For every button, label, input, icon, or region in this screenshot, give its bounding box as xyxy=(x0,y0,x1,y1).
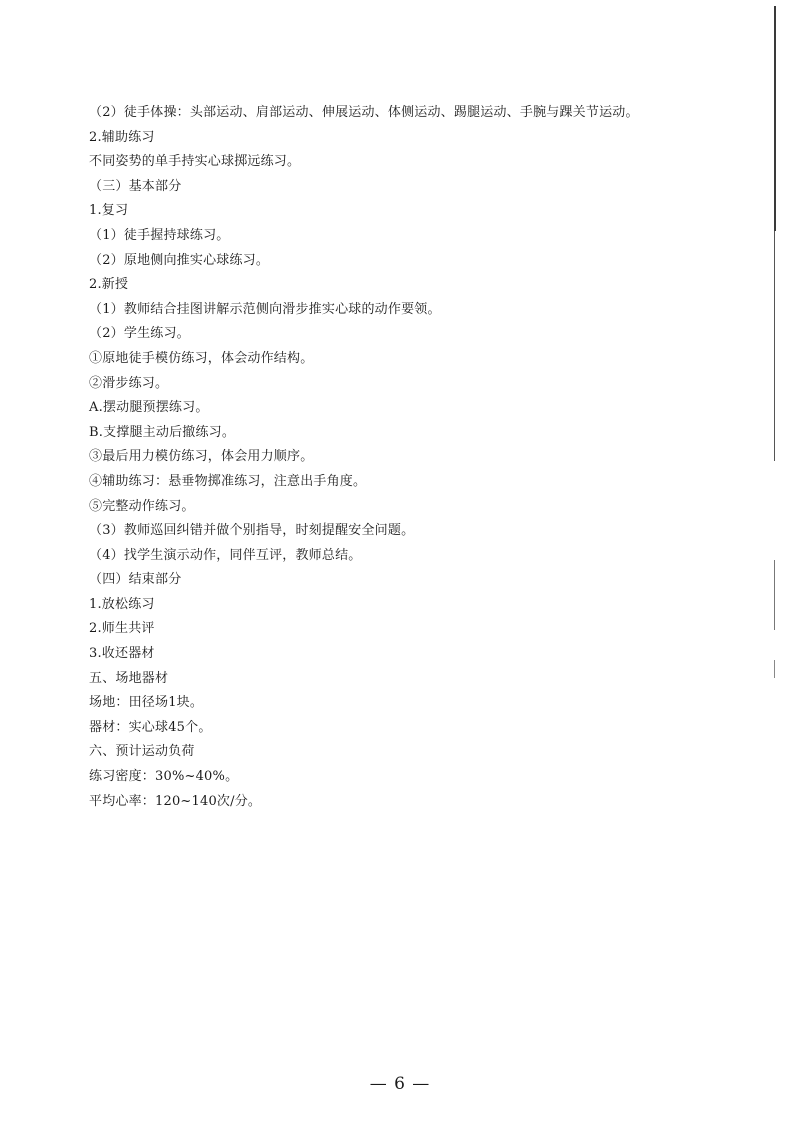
text-line: 器材：实心球45个。 xyxy=(89,719,212,735)
text-line: ④辅助练习：悬垂物掷准练习，注意出手角度。 xyxy=(89,473,367,489)
text-line: 1.复习 xyxy=(89,203,129,219)
text-line: （三）基本部分 xyxy=(89,178,182,194)
text-line: ①原地徒手模仿练习，体会动作结构。 xyxy=(89,350,314,366)
text-line: ⑤完整动作练习。 xyxy=(89,498,195,514)
text-line: （2）徒手体操：头部运动、肩部运动、伸展运动、体侧运动、踢腿运动、手腕与踝关节运动。 xyxy=(89,105,639,120)
scan-edge-line xyxy=(774,660,775,678)
text-line: 场地：田径场1块。 xyxy=(89,695,204,711)
page-number: — 6 — xyxy=(369,1074,431,1094)
text-line: （1）教师结合挂图讲解示范侧向滑步推实心球的动作要领。 xyxy=(89,301,441,317)
text-line: 2.师生共评 xyxy=(89,621,155,637)
text-line: A.摆动腿预摆练习。 xyxy=(89,400,209,416)
text-line: 练习密度：30%~40%。 xyxy=(89,769,239,785)
text-line: 3.收还器材 xyxy=(89,646,155,662)
text-line: （3）教师巡回纠错并做个别指导，时刻提醒安全问题。 xyxy=(89,523,415,539)
text-line: （2）学生练习。 xyxy=(89,326,190,342)
scan-edge-line xyxy=(774,6,776,231)
scan-edge-line xyxy=(774,560,775,630)
text-line: 1.放松练习 xyxy=(89,596,155,612)
text-line: 六、预计运动负荷 xyxy=(89,744,195,760)
text-line: ②滑步练习。 xyxy=(89,375,169,391)
scan-edge-line xyxy=(774,231,775,461)
document-body xyxy=(89,101,749,814)
text-line: （2）原地侧向推实心球练习。 xyxy=(89,252,270,268)
text-line: （4）找学生演示动作，同伴互评，教师总结。 xyxy=(89,547,362,563)
text-line: ③最后用力模仿练习，体会用力顺序。 xyxy=(89,449,314,465)
text-line: （四）结束部分 xyxy=(89,572,182,588)
text-line: 五、场地器材 xyxy=(89,670,169,686)
text-line: B.支撑腿主动后撤练习。 xyxy=(89,424,236,440)
text-line: 平均心率：120~140次/分。 xyxy=(89,793,262,809)
text-line: 不同姿势的单手持实心球掷远练习。 xyxy=(89,154,301,170)
text-line: 2.新授 xyxy=(89,277,129,293)
text-line: （1）徒手握持球练习。 xyxy=(89,227,230,243)
text-line: 2.辅助练习 xyxy=(89,129,155,145)
